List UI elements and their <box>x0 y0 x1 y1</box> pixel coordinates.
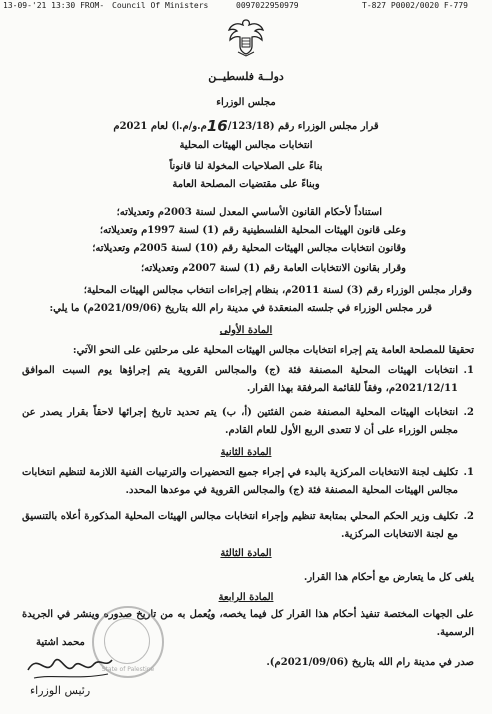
handwritten-signature-icon <box>24 648 116 688</box>
fax-phone: 0097022950979 <box>236 1 299 10</box>
reference-4: وقرار بقانون الانتخابات العامة رقم (1) لسنة 2007م وتعديلاته؛ <box>140 263 406 274</box>
article-1-item-1-number: 1. <box>463 365 474 376</box>
state-name: دولــة فلسطيــن <box>208 70 284 83</box>
article-3-title: المادة الثالثة <box>220 548 272 559</box>
article-2-item-1 <box>22 464 474 500</box>
article-1-item-1 <box>22 362 474 398</box>
reference-5: وقرار مجلس الوزراء رقم (3) لسنة 2011م، بنظام إجراءات انتخاب مجالس الهيئات المحلية؛ <box>83 285 472 296</box>
issued-line: صدر في مدينة رام الله بتاريخ (2021/09/06م). <box>266 657 474 668</box>
decision-number-handwritten: 16 <box>206 117 228 135</box>
article-1-item-2-number: 2. <box>463 407 474 418</box>
fax-header <box>0 0 492 12</box>
stamp-text: State of Palestine <box>101 666 155 673</box>
article-1-intro: تحقيقا للمصلحة العامة يتم إجراء انتخابات مجالس الهيئات المحلية على مرحلتين على النحو الآتي: <box>72 345 474 356</box>
article-2-item-2-number: 2. <box>463 511 474 522</box>
decision-number-prefix: قرار مجلس الوزراء رقم ( <box>269 121 379 132</box>
article-2-item-1-number: 1. <box>463 467 474 478</box>
fax-datetime: 13-09-'21 13:30 FROM- <box>3 1 105 10</box>
fax-sender: Council Of Ministers <box>112 1 209 10</box>
reference-2: وعلى قانون الهيئات المحلية الفلسطينية رقم (1) لسنة 1997م وتعديلاته؛ <box>99 225 406 236</box>
preamble-1: بناءً على الصلاحيات المخولة لنا قانوناً <box>169 161 323 172</box>
article-2-title: المادة الثانية <box>220 447 272 458</box>
article-4-title: المادة الرابعة <box>218 592 274 603</box>
article-1-item-2-text: انتخابات الهيئات المحلية المصنفة ضمن الفئتين (أ، ب) يتم تحديد تاريخ إجرائها لاحقاً بقرار يصدر عن مجلس الوزراء على أن لا تتعدى الربع الأول للعام القادم. <box>22 407 458 436</box>
article-1-item-1-text: انتخابات الهيئات المحلية المصنفة فئة (ج) والمجالس القروية يتم إجراؤها يوم السبت الموافق 2021/12/11م، وفقاً للقائمة المرفقة بهذا القرار. <box>22 365 458 394</box>
council-name: مجلس الوزراء <box>216 97 276 108</box>
resolution-line: قرر مجلس الوزراء في جلسته المنعقدة في مدينة رام الله بتاريخ (2021/09/06م) ما يلي: <box>49 303 432 314</box>
reference-1: استناداً لأحكام القانون الأساسي المعدل لسنة 2003م وتعديلاته؛ <box>116 207 382 218</box>
signature-name: محمد اشتية <box>36 637 85 648</box>
article-1-item-2 <box>22 404 474 440</box>
fax-page-info: T-827 P0002/0020 F-779 <box>362 1 468 10</box>
decision-subject: انتخابات مجالس الهيئات المحلية <box>179 140 313 151</box>
decision-number <box>0 117 492 135</box>
signature-title: رئيس الوزراء <box>30 684 91 697</box>
article-2-item-1-text: تكليف لجنة الانتخابات المركزية بالبدء في إجراء جميع التحضيرات والترتيبات الفنية اللازمة لتنظيم انتخابات مجالس الهيئات المحلية المصنفة فئة (ج) والمجالس القروية في موعدها المحدد. <box>22 467 458 496</box>
decision-number-suffix: /123/18م.و/م.ا) لعام 2021م <box>113 121 270 132</box>
article-2-item-2-text: تكليف وزير الحكم المحلي بمتابعة تنظيم وإجراء انتخابات مجالس الهيئات المحلية المذكورة أعلاه بالتنسيق مع لجنة الانتخابات المركزية. <box>22 511 458 540</box>
reference-3: وقانون انتخابات مجالس الهيئات المحلية رقم (10) لسنة 2005م وتعديلاته؛ <box>92 243 406 254</box>
article-1-title: المادة الأولى <box>219 325 273 336</box>
article-2-item-2 <box>22 508 474 544</box>
preamble-2: وبناءً على مقتضيات المصلحة العامة <box>172 179 320 190</box>
palestine-eagle-emblem-icon <box>226 16 266 58</box>
article-3-text: يلغى كل ما يتعارض مع أحكام هذا القرار. <box>303 572 474 583</box>
article-4-text: على الجهات المختصة تنفيذ أحكام هذا القرار كل فيما يخصه، ويُعمل به من تاريخ صدوره وينشر في الجريدة الرسمية. <box>22 609 474 638</box>
